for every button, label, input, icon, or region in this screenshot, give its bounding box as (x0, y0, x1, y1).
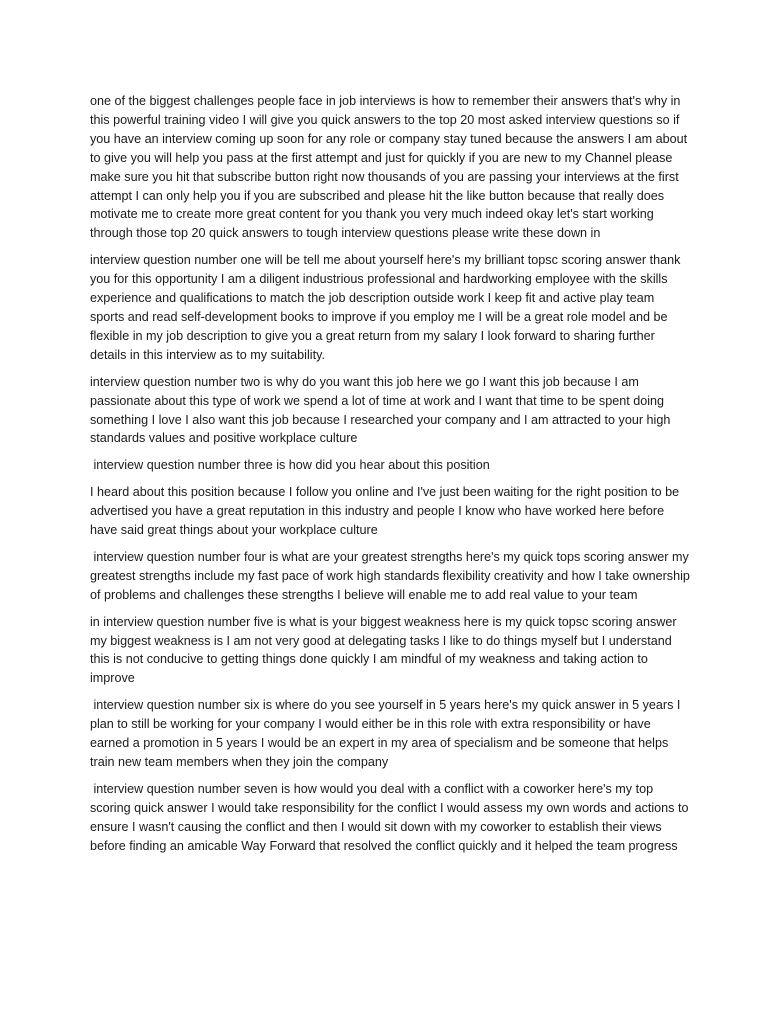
question-five-paragraph: in interview question number five is what is your biggest weakness here is my quick topsc scoring answer my biggest weakness is I am not very good at delegating tasks I like to do things myself but I understand this is not conducive to getting things done quickly I am mindful of my weakness and taking action to improve (90, 614, 681, 686)
question-three-paragraph: interview question number three is how did you hear about this position (90, 458, 490, 473)
question-six-paragraph: interview question number six is where do you see yourself in 5 years here's my quick answer in 5 years I plan to still be working for your company I would either be in this role with extra responsibility or have earned a promotion in 5 years I would be an expert in my area of specialism and be someone that helps train new team members when they join the company (90, 698, 684, 769)
question-four-paragraph: interview question number four is what are your greatest strengths here's my quick tops scoring answer my greatest strengths include my fast pace of work high standards flexibility creativity and how I take ownership of problems and challenges these strengths I believe will enable me to add real value to your team (90, 549, 694, 602)
document-body (90, 92, 694, 864)
intro-paragraph: one of the biggest challenges people face in job interviews is how to remember their answers that's why in this powerful training video I will give you quick answers to the top 20 most asked interview questions so if you have an interview coming up soon for any role or company stay tuned because the answers I am about to give you will help you pass at the first attempt and just for quickly if you are new to my Channel please make sure you hit that subscribe button right now thousands of you are passing your interviews at the first attempt I can only help you if you are subscribed and please hit the like button because that really does motivate me to create more great content for you thank you very much indeed okay let's start working through those top 20 quick answers to tough interview questions please write these down in (90, 94, 691, 241)
question-one-paragraph: interview question number one will be tell me about yourself here's my brilliant topsc scoring answer thank you for this opportunity I am a diligent industrious professional and hardworking employee with the skills experience and qualifications to match the job description outside work I keep fit and active play team sports and read self-development books to improve if you employ me I will be a great role model and be flexible in my job description to give you a great return from my salary I look forward to sharing further details in this interview as to my suitability. (90, 253, 684, 362)
question-seven-paragraph: interview question number seven is how would you deal with a conflict with a coworker here's my top scoring quick answer I would take responsibility for the conflict I would assess my own words and actions to ensure I wasn't causing the conflict and then I would sit down with my coworker to establish their views before finding an amicable Way Forward that resolved the conflict quickly and it helped the team progress (90, 781, 692, 853)
question-three-answer-paragraph: I heard about this position because I follow you online and I've just been waiting for the right position to be advertised you have a great reputation in this industry and people I know who have worked here before have said great things about your workplace culture (90, 485, 683, 538)
question-two-paragraph: interview question number two is why do you want this job here we go I want this job because I am passionate about this type of work we spend a lot of time at work and I want that time to be spent doing something I love I also want this job because I researched your company and I am attracted to your high standards values and positive workplace culture (90, 374, 674, 446)
